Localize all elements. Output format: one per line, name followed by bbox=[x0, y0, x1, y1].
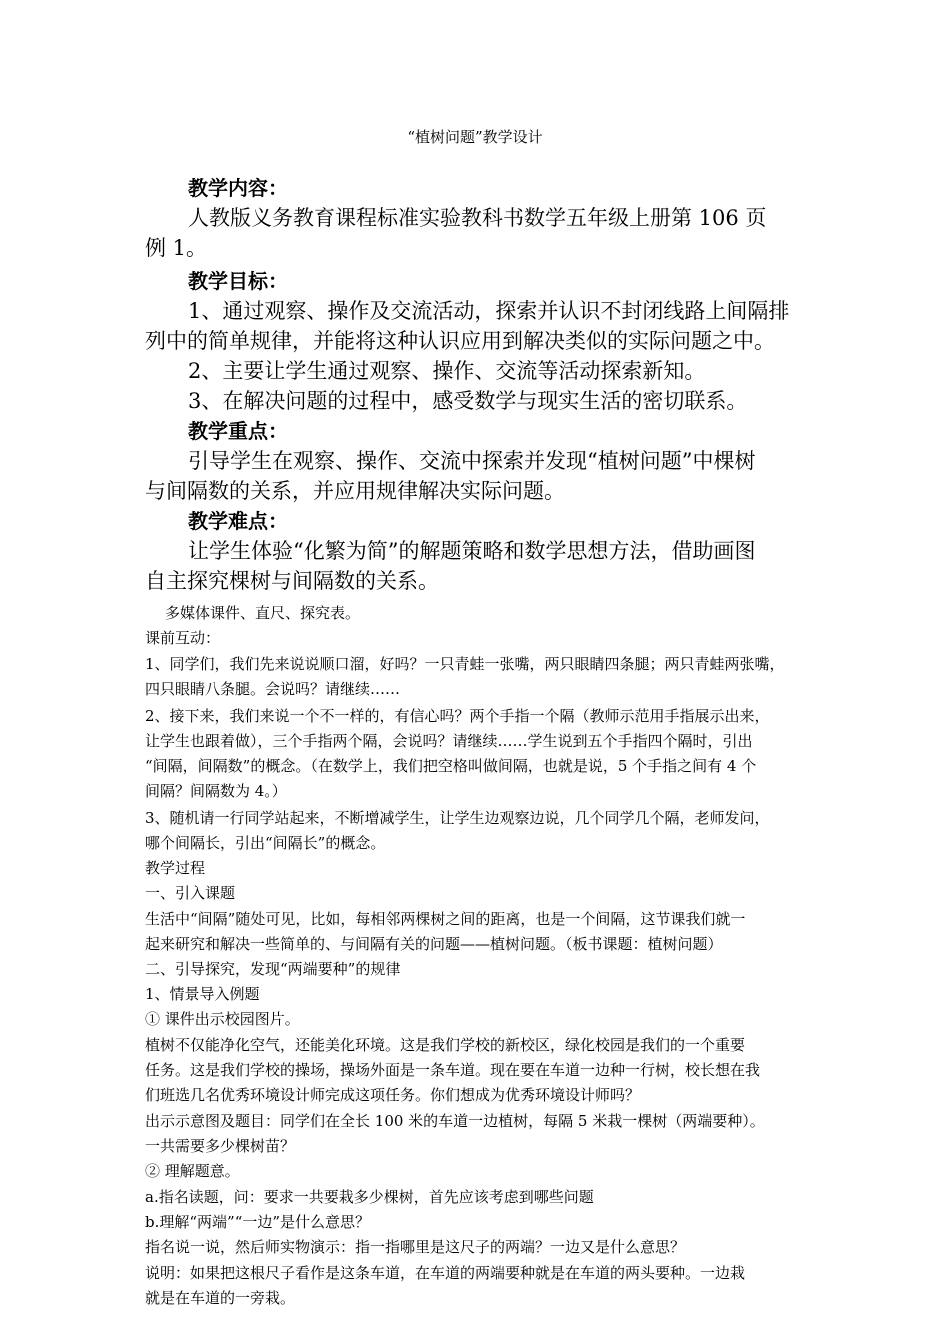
paragraph-line: 1、同学们，我们先来说说顺口溜，好吗？一只青蛙一张嘴，两只眼睛四条腿；两只青蛙两张嘴， bbox=[145, 655, 785, 673]
paragraph-line: 四只眼睛八条腿。会说吗？请继续…… bbox=[145, 680, 401, 698]
difficulties-line: 让学生体验“化繁为简”的解题策略和数学思想方法，借助画图 bbox=[188, 539, 756, 563]
paragraph-line: 2、接下来，我们来说一个不一样的，有信心吗？两个手指一个隔（教师示范用手指展示出来， bbox=[145, 707, 770, 725]
paragraph-line: 指名说一说，然后师实物演示：指一指哪里是这尺子的两端？一边又是什么意思？ bbox=[145, 1238, 686, 1256]
subsection-heading: 1、情景导入例题 bbox=[145, 985, 260, 1003]
paragraph-line: b.理解“两端”“一边”是什么意思？ bbox=[145, 1213, 371, 1231]
process-heading: 教学过程 bbox=[145, 859, 206, 877]
paragraph-line: “间隔，间隔数”的概念。（在数学上，我们把空格叫做间隔，也就是说，5 个手指之间有 4 个 bbox=[145, 757, 757, 775]
paragraph-line: 起来研究和解决一些简单的、与间隔有关的问题——植树问题。（板书课题：植树问题） bbox=[145, 935, 723, 953]
paragraph-line: 一共需要多少棵树苗？ bbox=[145, 1137, 296, 1155]
document-title: “植树问题”教学设计 bbox=[407, 128, 543, 146]
key-points-line: 引导学生在观察、操作、交流中探索并发现“植树问题”中棵树 bbox=[188, 449, 756, 473]
goal-line: 2、主要让学生通过观察、操作、交流等活动探索新知。 bbox=[188, 359, 706, 383]
key-points-heading: 教学重点： bbox=[188, 419, 288, 443]
paragraph-line: a.指名读题，问：要求一共要栽多少棵树，首先应该考虑到哪些问题 bbox=[145, 1188, 594, 1206]
difficulties-line: 自主探究棵树与间隔数的关系。 bbox=[145, 569, 439, 593]
paragraph-line: 植树不仅能净化空气，还能美化环境。这是我们学校的新校区，绿化校园是我们的一个重要 bbox=[145, 1036, 746, 1054]
paragraph-line: 生活中“间隔”随处可见，比如，每相邻两棵树之间的距离，也是一个间隔，这节课我们就一 bbox=[145, 910, 746, 928]
teaching-content-line: 人教版义务教育课程标准实验教科书数学五年级上册第 106 页 bbox=[188, 206, 767, 230]
paragraph-line: 说明：如果把这根尺子看作是这条车道，在车道的两端要种就是在车道的两头要种。一边栽 bbox=[145, 1264, 746, 1282]
goal-line: 1、通过观察、操作及交流活动，探索并认识不封闭线路上间隔排 bbox=[188, 299, 790, 323]
goal-line: 列中的简单规律，并能将这种认识应用到解决类似的实际问题之中。 bbox=[145, 329, 775, 353]
section-heading: 二、引导探究，发现“两端要种”的规律 bbox=[145, 960, 401, 978]
paragraph-line: 任务。这是我们学校的操场，操场外面是一条车道。现在要在车道一边种一行树，校长想在我 bbox=[145, 1061, 761, 1079]
paragraph-line: 哪个间隔长，引出“间隔长”的概念。 bbox=[145, 834, 386, 852]
paragraph-line: 3、随机请一行同学站起来，不断增减学生，让学生边观察边说，几个同学几个隔，老师发问， bbox=[145, 809, 770, 827]
paragraph-line: 们班选几名优秀环境设计师完成这项任务。你们想成为优秀环境设计师吗？ bbox=[145, 1086, 641, 1104]
difficulties-heading: 教学难点： bbox=[188, 509, 288, 533]
goal-line: 3、在解决问题的过程中，感受数学与现实生活的密切联系。 bbox=[188, 389, 748, 413]
paragraph-line: 出示示意图及题目：同学们在全长 100 米的车道一边植树，每隔 5 米栽一棵树（两端要种）。 bbox=[145, 1112, 765, 1130]
pre-class-heading: 课前互动： bbox=[145, 629, 221, 647]
paragraph-line: 间隔？间隔数为 4。） bbox=[145, 782, 287, 800]
section-heading: 一、引入课题 bbox=[145, 884, 236, 902]
paragraph-line: 就是在车道的一旁栽。 bbox=[145, 1289, 296, 1307]
teaching-goals-heading: 教学目标： bbox=[188, 269, 288, 293]
teaching-tools: 多媒体课件、直尺、探究表。 bbox=[165, 604, 361, 622]
step-heading: ② 理解题意。 bbox=[145, 1162, 240, 1180]
teaching-content-line: 例 1。 bbox=[145, 236, 208, 260]
teaching-content-heading: 教学内容： bbox=[188, 176, 288, 200]
step-heading: ① 课件出示校园图片。 bbox=[145, 1010, 300, 1028]
paragraph-line: 让学生也跟着做），三个手指两个隔，会说吗？请继续……学生说到五个手指四个隔时，引出 bbox=[145, 732, 753, 750]
key-points-line: 与间隔数的关系，并应用规律解决实际问题。 bbox=[145, 479, 565, 503]
